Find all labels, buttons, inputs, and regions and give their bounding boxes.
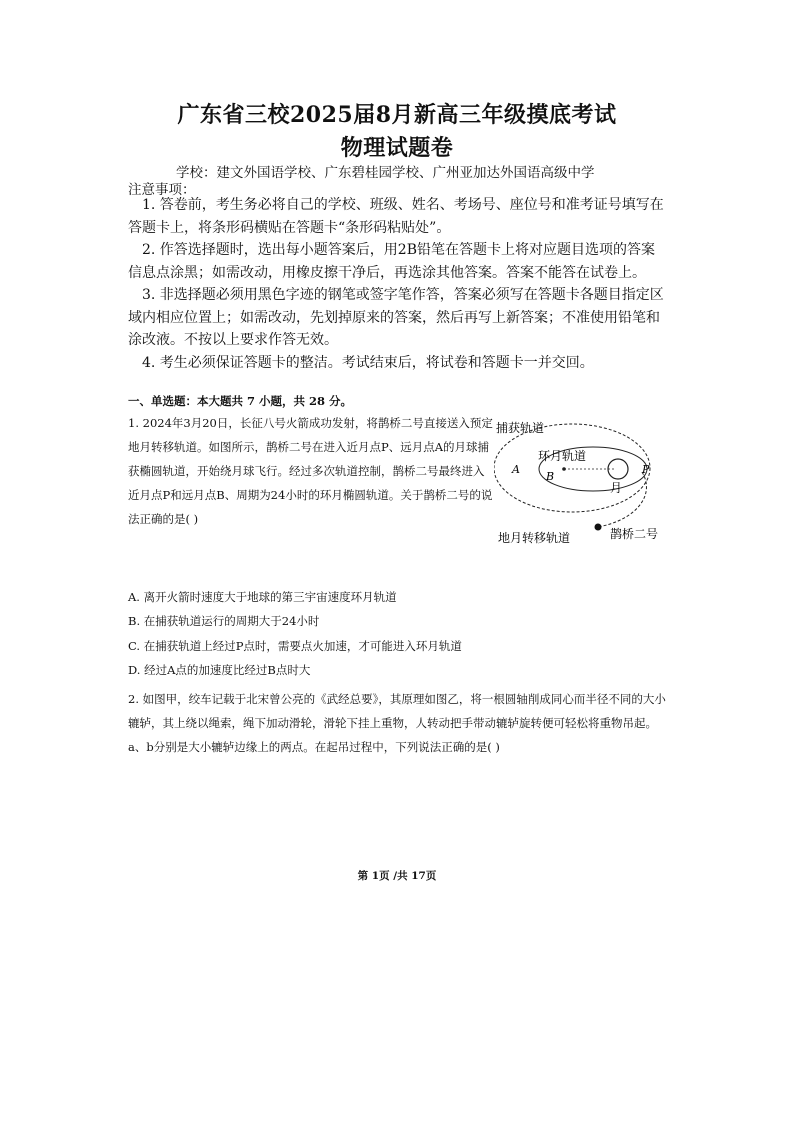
notice-list [128, 194, 668, 374]
notice-item: 3. 非选择题必须用黑色字迹的钢笔或签字笔作答，答案必须写在答题卡各题目指定区域内相应位置上；如需改动，先划掉原来的答案，然后再写上新答案；不准使用铅笔和涂改液。不按以上要求作答无效。 [128, 287, 664, 348]
page-footer: 第 1页 /共 17页 [357, 870, 437, 882]
exam-subtitle: 物理试题卷 [340, 135, 454, 161]
exam-title: 广东省三校2025届8月新高三年级摸底考试 [177, 102, 617, 128]
school-list: 学校：建文外国语学校、广东碧桂园学校、广州亚加达外国语高级中学 [176, 165, 595, 181]
notice-item: 4. 考生必须保证答题卡的整洁。考试结束后，将试卷和答题卡一并交回。 [142, 354, 594, 371]
transfer-orbit-label: 地月转移轨道 [498, 531, 571, 545]
capture-orbit-label: 捕获轨道 [496, 421, 545, 435]
question-1-option-b: B. 在捕获轨道运行的周期大于24小时 [128, 614, 320, 628]
probe-icon [595, 524, 602, 531]
notice-item: 1. 答卷前，考生务必将自己的学校、班级、姓名、考场号、座位号和准考证号填写在答题卡上，将条形码横贴在答题卡“条形码粘贴处”。 [128, 197, 664, 236]
question-1-option-c: C. 在捕获轨道上经过P点时，需要点火加速，才可能进入环月轨道 [128, 639, 462, 653]
point-p-label: P [642, 463, 650, 476]
moon-icon [608, 459, 628, 479]
probe-label: 鹊桥二号 [610, 527, 659, 541]
point-b-label: B [546, 470, 555, 483]
question-1-stem: 1. 2024年3月20日，长征八号火箭成功发射，将鹊桥二号直接送入预定地月转移轨道。如图所示，鹊桥二号在进入近月点P、远月点A的月球捕获椭圆轨道，开始绕月球飞行。经过多次轨道控制，鹊桥二号最终进入近月点P和远月点B、周期为24小时的环月椭圆轨道。关于鹊桥二号的说法正确的是( ) [128, 416, 493, 526]
question-1-option-a: A. 离开火箭时速度大于地球的第三宇宙速度环月轨道 [128, 590, 397, 604]
point-a-label: A [512, 463, 520, 476]
question-1-option-d: D. 经过A点的加速度比经过B点时大 [128, 663, 311, 677]
orbit-diagram [494, 410, 674, 550]
notice-item: 2. 作答选择题时，选出每小题答案后，用2B铅笔在答题卡上将对应题目选项的答案信息点涂黑；如需改动，用橡皮擦干净后，再选涂其他答案。答案不能答在试卷上。 [128, 242, 656, 281]
lunar-orbit-label: 环月轨道 [538, 449, 587, 463]
moon-label: 月 [610, 481, 623, 495]
section-heading: 一、单选题：本大题共 7 小题，共 28 分。 [128, 394, 353, 408]
notice-label: 注意事项： [128, 182, 196, 198]
question-2-stem: 2. 如图甲，绞车记载于北宋曾公亮的《武经总要》，其原理如图乙，将一根圆轴削成同心而半径不同的大小辘轳，其上绕以绳索，绳下加动滑轮，滑轮下挂上重物，人转动把手带动辘轳旋转便可轻松将重物吊起。a、b分别是大小辘轳边缘上的两点。在起吊过程中，下列说法正确的是( ) [128, 692, 666, 754]
point-b-dot [562, 467, 566, 471]
